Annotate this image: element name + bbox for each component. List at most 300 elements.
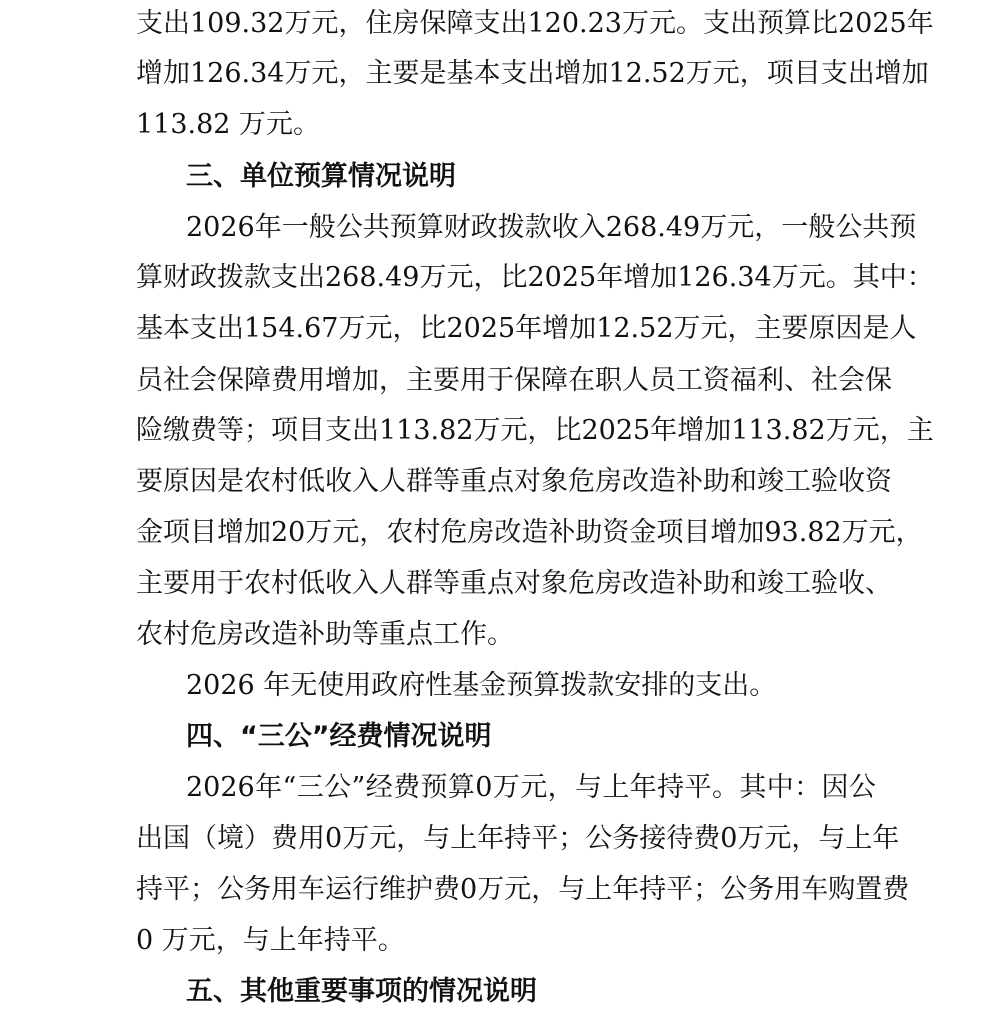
text-glyph: 年 [629, 772, 657, 803]
text-glyph: 出 [163, 8, 190, 39]
text-glyph: 项 [766, 58, 794, 89]
text-glyph: 。 [675, 8, 703, 39]
text-glyph: 补 [676, 568, 703, 599]
text-glyph: 年 [477, 823, 505, 854]
text-glyph: 元 [520, 772, 548, 803]
text-glyph: 支 [500, 58, 528, 89]
text-glyph: 经 [365, 772, 393, 803]
text-glyph: 113.82 [379, 415, 474, 446]
text-glyph: 危 [568, 568, 595, 599]
text-glyph: 2025 [581, 415, 651, 446]
text-glyph: ， [392, 313, 420, 344]
text-glyph: 增 [554, 58, 582, 89]
text-glyph: 基 [446, 58, 474, 89]
text-glyph: 其 [739, 772, 767, 803]
text-glyph: 增 [623, 262, 651, 293]
text-glyph: 加 [704, 415, 732, 446]
text-glyph: 加 [650, 262, 678, 293]
text-glyph: 要 [163, 568, 190, 599]
text-glyph: 是 [217, 466, 244, 497]
paragraph-line [186, 771, 876, 805]
text-glyph: 房 [467, 517, 495, 548]
text-glyph: 一 [781, 212, 809, 243]
text-glyph: 加 [163, 58, 190, 89]
text-glyph: 农 [244, 466, 271, 497]
text-glyph: 0 [325, 823, 343, 854]
text-glyph: 12.52 [608, 58, 686, 89]
text-glyph: 出 [847, 58, 875, 89]
text-glyph: 点 [487, 466, 514, 497]
text-glyph: 拨 [497, 212, 525, 243]
text-glyph: 于 [487, 365, 514, 396]
text-glyph: 预 [420, 772, 448, 803]
paragraph-line [136, 873, 910, 907]
text-glyph: 收 [551, 212, 579, 243]
text-glyph: 增 [217, 517, 244, 548]
text-glyph: 员 [136, 365, 163, 396]
text-glyph: 是 [862, 313, 890, 344]
text-glyph: 三 [296, 772, 324, 803]
text-glyph: 象 [541, 466, 568, 497]
text-glyph: 出 [729, 8, 757, 39]
text-glyph: 加 [352, 365, 379, 396]
text-glyph: 待 [666, 823, 694, 854]
text-glyph: 加 [737, 517, 765, 548]
text-glyph: 项 [271, 415, 298, 446]
text-glyph: 入 [352, 568, 379, 599]
text-glyph: （ [190, 823, 217, 854]
text-glyph: 万 [825, 415, 853, 446]
text-glyph: 增 [677, 415, 705, 446]
text-glyph: 保 [217, 365, 244, 396]
text-glyph: 年 [255, 772, 283, 803]
text-glyph: 用 [460, 365, 487, 396]
text-glyph: 与 [818, 823, 846, 854]
text-glyph: 工 [784, 466, 811, 497]
text-glyph: 利 [757, 365, 784, 396]
text-glyph: 资 [703, 365, 730, 396]
text-glyph: 预 [756, 8, 784, 39]
text-glyph: 验 [811, 568, 838, 599]
text-glyph: 因 [821, 772, 849, 803]
text-glyph: 万 [492, 772, 520, 803]
text-glyph: 126.34 [677, 262, 772, 293]
text-glyph: 公 [848, 772, 876, 803]
text-glyph: ” [351, 772, 366, 803]
text-glyph: 收 [838, 466, 865, 497]
text-glyph: 用 [774, 874, 802, 905]
paragraph-line: 113.82 万元。 [136, 109, 321, 140]
text-glyph: 原 [808, 313, 836, 344]
section-heading-unit-budget: 三、单位预算情况说明 [186, 161, 456, 192]
text-glyph: 务 [612, 823, 640, 854]
text-glyph: 对 [514, 568, 541, 599]
text-glyph: 平 [163, 874, 190, 905]
text-glyph: 主 [754, 313, 782, 344]
text-glyph: ， [338, 8, 366, 39]
text-glyph: 年 [254, 212, 282, 243]
text-glyph: 群 [406, 568, 433, 599]
text-glyph: 人 [889, 313, 917, 344]
text-glyph: 2025 [837, 8, 907, 39]
section-heading-other-matters: 五、其他重要事项的情况说明 [186, 976, 537, 1007]
text-glyph: 收 [838, 568, 865, 599]
text-glyph: 年 [906, 8, 934, 39]
text-glyph: 元 [369, 823, 397, 854]
text-glyph: 主 [365, 58, 393, 89]
text-glyph: 务 [747, 874, 775, 905]
text-glyph: 增 [542, 313, 570, 344]
text-glyph: 公 [720, 874, 748, 905]
text-glyph: 年 [612, 874, 640, 905]
text-glyph: 农 [386, 517, 414, 548]
text-glyph: 补 [548, 517, 576, 548]
text-glyph: 费 [271, 365, 298, 396]
text-glyph: 万 [419, 262, 447, 293]
text-glyph: 万 [473, 415, 501, 446]
text-glyph: 车 [801, 874, 829, 905]
text-glyph: 113.82 [731, 415, 826, 446]
text-glyph: 上 [450, 823, 478, 854]
text-glyph: 工 [676, 365, 703, 396]
paragraph-line [136, 414, 934, 448]
text-glyph: 元 [764, 823, 792, 854]
paragraph-line [136, 312, 917, 346]
text-glyph: 支 [271, 262, 298, 293]
text-glyph: 等 [217, 415, 244, 446]
text-glyph: 费 [393, 772, 421, 803]
text-glyph: 竣 [757, 568, 784, 599]
text-glyph: 算 [447, 772, 475, 803]
text-glyph: 人 [379, 568, 406, 599]
text-glyph: 元 [311, 8, 339, 39]
text-glyph: ， [754, 212, 782, 243]
text-glyph: 目 [190, 517, 217, 548]
text-glyph: 群 [406, 466, 433, 497]
text-glyph: 村 [413, 517, 441, 548]
text-glyph: 职 [595, 365, 622, 396]
text-glyph: 公 [324, 772, 352, 803]
text-glyph: 补 [676, 466, 703, 497]
text-glyph: 重 [460, 466, 487, 497]
text-glyph: 费 [271, 823, 298, 854]
text-glyph: 等 [433, 466, 460, 497]
text-glyph: 国 [163, 823, 190, 854]
text-glyph: 用 [298, 823, 325, 854]
text-glyph: 助 [703, 466, 730, 497]
text-glyph: 加 [244, 517, 271, 548]
text-glyph: 元 [500, 415, 528, 446]
text-glyph: 平 [684, 772, 712, 803]
text-glyph: 比 [500, 262, 528, 293]
paragraph-line [136, 7, 934, 41]
text-glyph: 上 [602, 772, 630, 803]
paragraph-line [136, 261, 934, 295]
text-glyph: 2025 [446, 313, 516, 344]
text-glyph: 上 [845, 823, 873, 854]
text-glyph: 268.49 [605, 212, 701, 243]
paragraph-line [136, 567, 892, 601]
text-glyph: 算 [783, 8, 811, 39]
text-glyph: 0 [720, 823, 738, 854]
text-glyph: 村 [271, 568, 298, 599]
text-glyph: 元 [712, 58, 740, 89]
text-glyph: 财 [443, 212, 471, 243]
text-glyph: 行 [352, 874, 379, 905]
text-glyph: 元 [727, 212, 755, 243]
text-glyph: 公 [217, 874, 244, 905]
text-glyph: 出 [217, 313, 244, 344]
text-glyph: 元 [504, 874, 532, 905]
text-glyph: 项 [163, 517, 190, 548]
text-glyph: 元 [446, 262, 474, 293]
text-glyph: 、 [865, 568, 892, 599]
text-glyph: 。 [711, 772, 739, 803]
text-glyph: 缴 [163, 415, 190, 446]
text-glyph: 目 [793, 58, 821, 89]
text-glyph: 对 [514, 466, 541, 497]
text-glyph: 、 [784, 365, 811, 396]
text-glyph: 助 [575, 517, 603, 548]
text-glyph: 中 [766, 772, 794, 803]
text-glyph: 154.67 [244, 313, 339, 344]
paragraph-line: 0 万元，与上年持平。 [136, 925, 405, 956]
text-glyph: 万 [621, 8, 649, 39]
text-glyph: 等 [433, 568, 460, 599]
text-glyph: 万 [700, 212, 728, 243]
text-glyph: 2025 [527, 262, 597, 293]
text-glyph: 入 [578, 212, 606, 243]
text-glyph: 障 [541, 365, 568, 396]
text-glyph: 比 [419, 313, 447, 344]
text-glyph: 比 [810, 8, 838, 39]
text-glyph: 人 [379, 466, 406, 497]
text-glyph: 维 [379, 874, 406, 905]
text-glyph: 公 [335, 212, 363, 243]
text-glyph: 与 [558, 874, 586, 905]
text-glyph: 财 [163, 262, 190, 293]
text-glyph: ， [895, 517, 923, 548]
text-glyph: 预 [889, 212, 917, 243]
text-glyph: 造 [649, 466, 676, 497]
paragraph-line [136, 822, 900, 856]
text-glyph: 出 [352, 415, 379, 446]
text-glyph: 务 [244, 874, 271, 905]
text-glyph: 会 [190, 365, 217, 396]
text-glyph: 项 [656, 517, 684, 548]
text-glyph: ； [190, 874, 217, 905]
text-glyph: 支 [190, 313, 217, 344]
text-glyph: 因 [190, 466, 217, 497]
text-glyph: 用 [298, 365, 325, 396]
text-glyph: 低 [298, 568, 325, 599]
text-glyph: ， [547, 772, 575, 803]
text-glyph: 用 [190, 568, 217, 599]
text-glyph: 元 [365, 313, 393, 344]
text-glyph: 出 [298, 262, 325, 293]
text-glyph: 农 [244, 568, 271, 599]
text-glyph: ； [558, 823, 586, 854]
text-glyph: ， [527, 415, 555, 446]
text-glyph: 运 [325, 874, 352, 905]
text-glyph: 12.52 [596, 313, 674, 344]
text-glyph: 增 [136, 58, 163, 89]
text-glyph: 元 [852, 415, 880, 446]
text-glyph: 住 [365, 8, 393, 39]
text-glyph: 要 [433, 365, 460, 396]
text-glyph: 费 [693, 823, 721, 854]
text-glyph: 109.32 [190, 8, 285, 39]
text-glyph: 房 [595, 466, 622, 497]
text-glyph: 算 [136, 262, 163, 293]
text-glyph: 年 [872, 823, 900, 854]
text-glyph: 改 [622, 466, 649, 497]
text-glyph: 费 [190, 415, 217, 446]
text-glyph: ， [879, 415, 907, 446]
text-glyph: 福 [730, 365, 757, 396]
text-glyph: 元 [868, 517, 896, 548]
text-glyph: 与 [575, 772, 602, 803]
text-glyph: 比 [554, 415, 582, 446]
text-glyph: 重 [460, 568, 487, 599]
text-glyph: ， [531, 874, 559, 905]
text-glyph: 会 [838, 365, 865, 396]
paragraph-line [136, 57, 929, 91]
text-glyph: 120.23 [527, 8, 622, 39]
text-glyph: 出 [527, 58, 555, 89]
text-glyph: 万 [305, 517, 333, 548]
text-glyph: 和 [730, 466, 757, 497]
text-glyph: 中 [879, 262, 907, 293]
text-glyph: 用 [271, 874, 298, 905]
text-glyph: 年 [515, 313, 543, 344]
text-glyph: 元 [700, 313, 728, 344]
text-glyph: 造 [521, 517, 549, 548]
text-glyph: 入 [352, 466, 379, 497]
text-glyph: 增 [874, 58, 902, 89]
text-glyph: ； [693, 874, 721, 905]
text-glyph: 员 [649, 365, 676, 396]
text-glyph: ， [379, 365, 406, 396]
text-glyph: 2026 [186, 772, 255, 803]
text-glyph: 算 [416, 212, 444, 243]
text-glyph: 万 [342, 823, 370, 854]
text-glyph: 万 [284, 58, 312, 89]
text-glyph: ， [473, 262, 501, 293]
text-glyph: 于 [217, 568, 244, 599]
paragraph-line: 农村危房改造补助等重点工作。 [136, 619, 514, 650]
text-glyph: 元 [798, 262, 826, 293]
text-glyph: 出 [500, 8, 528, 39]
text-glyph: 款 [244, 262, 271, 293]
text-glyph: 持 [504, 823, 532, 854]
text-glyph: 公 [585, 823, 613, 854]
text-glyph: 验 [811, 466, 838, 497]
text-glyph: ） [244, 823, 271, 854]
text-glyph: 持 [639, 874, 667, 905]
text-glyph: 年 [650, 415, 678, 446]
text-glyph: 工 [784, 568, 811, 599]
text-glyph: ； [244, 415, 271, 446]
text-glyph: 加 [901, 58, 929, 89]
text-glyph: 本 [163, 313, 190, 344]
text-glyph: 象 [541, 568, 568, 599]
text-glyph: 元 [648, 8, 676, 39]
text-glyph: 万 [737, 823, 765, 854]
text-glyph: 置 [855, 874, 883, 905]
text-glyph: 与 [423, 823, 451, 854]
text-glyph: 126.34 [190, 58, 285, 89]
text-glyph: 护 [406, 874, 433, 905]
text-glyph: 改 [622, 568, 649, 599]
text-glyph: ， [727, 313, 755, 344]
text-glyph: 竣 [757, 466, 784, 497]
text-glyph: 万 [771, 262, 799, 293]
text-glyph: 因 [835, 313, 863, 344]
text-glyph: 主 [406, 365, 433, 396]
text-glyph: 金 [629, 517, 657, 548]
text-glyph: 接 [639, 823, 667, 854]
text-glyph: 目 [683, 517, 711, 548]
text-glyph: 房 [595, 568, 622, 599]
text-glyph: 万 [841, 517, 869, 548]
paragraph-line [136, 465, 892, 499]
text-glyph: 预 [389, 212, 417, 243]
text-glyph: 。 [825, 262, 853, 293]
text-glyph: 要 [392, 58, 420, 89]
text-glyph: 一 [281, 212, 309, 243]
text-glyph: 年 [596, 262, 624, 293]
text-glyph: 93.82 [764, 517, 842, 548]
text-glyph: 万 [477, 874, 505, 905]
text-glyph: 资 [865, 466, 892, 497]
text-glyph: 加 [581, 58, 609, 89]
text-glyph: 持 [136, 874, 163, 905]
text-glyph: 政 [190, 262, 217, 293]
text-glyph: 上 [585, 874, 613, 905]
paragraph-line [186, 211, 917, 245]
text-glyph: 村 [271, 466, 298, 497]
text-glyph: 增 [710, 517, 738, 548]
text-glyph: 0 [475, 772, 493, 803]
text-glyph: 公 [835, 212, 863, 243]
text-glyph: 改 [494, 517, 522, 548]
text-glyph: ， [359, 517, 387, 548]
text-glyph: 助 [703, 568, 730, 599]
text-glyph: 般 [308, 212, 336, 243]
text-glyph: 本 [473, 58, 501, 89]
text-glyph: 支 [325, 415, 352, 446]
text-glyph: 车 [298, 874, 325, 905]
text-glyph: 平 [666, 874, 694, 905]
text-glyph: 社 [811, 365, 838, 396]
text-glyph: 境 [217, 823, 244, 854]
text-glyph: 平 [531, 823, 559, 854]
text-glyph: ： [906, 262, 934, 293]
text-glyph: 保 [865, 365, 892, 396]
text-glyph: 0 [460, 874, 478, 905]
text-glyph: 主 [906, 415, 934, 446]
text-glyph: 收 [325, 466, 352, 497]
text-glyph: 支 [820, 58, 848, 89]
text-glyph: 目 [298, 415, 325, 446]
text-glyph: 危 [440, 517, 468, 548]
text-glyph: 20 [271, 517, 306, 548]
text-glyph: 原 [163, 466, 190, 497]
text-glyph: 支 [136, 8, 163, 39]
text-glyph: 在 [568, 365, 595, 396]
text-glyph: 低 [298, 466, 325, 497]
